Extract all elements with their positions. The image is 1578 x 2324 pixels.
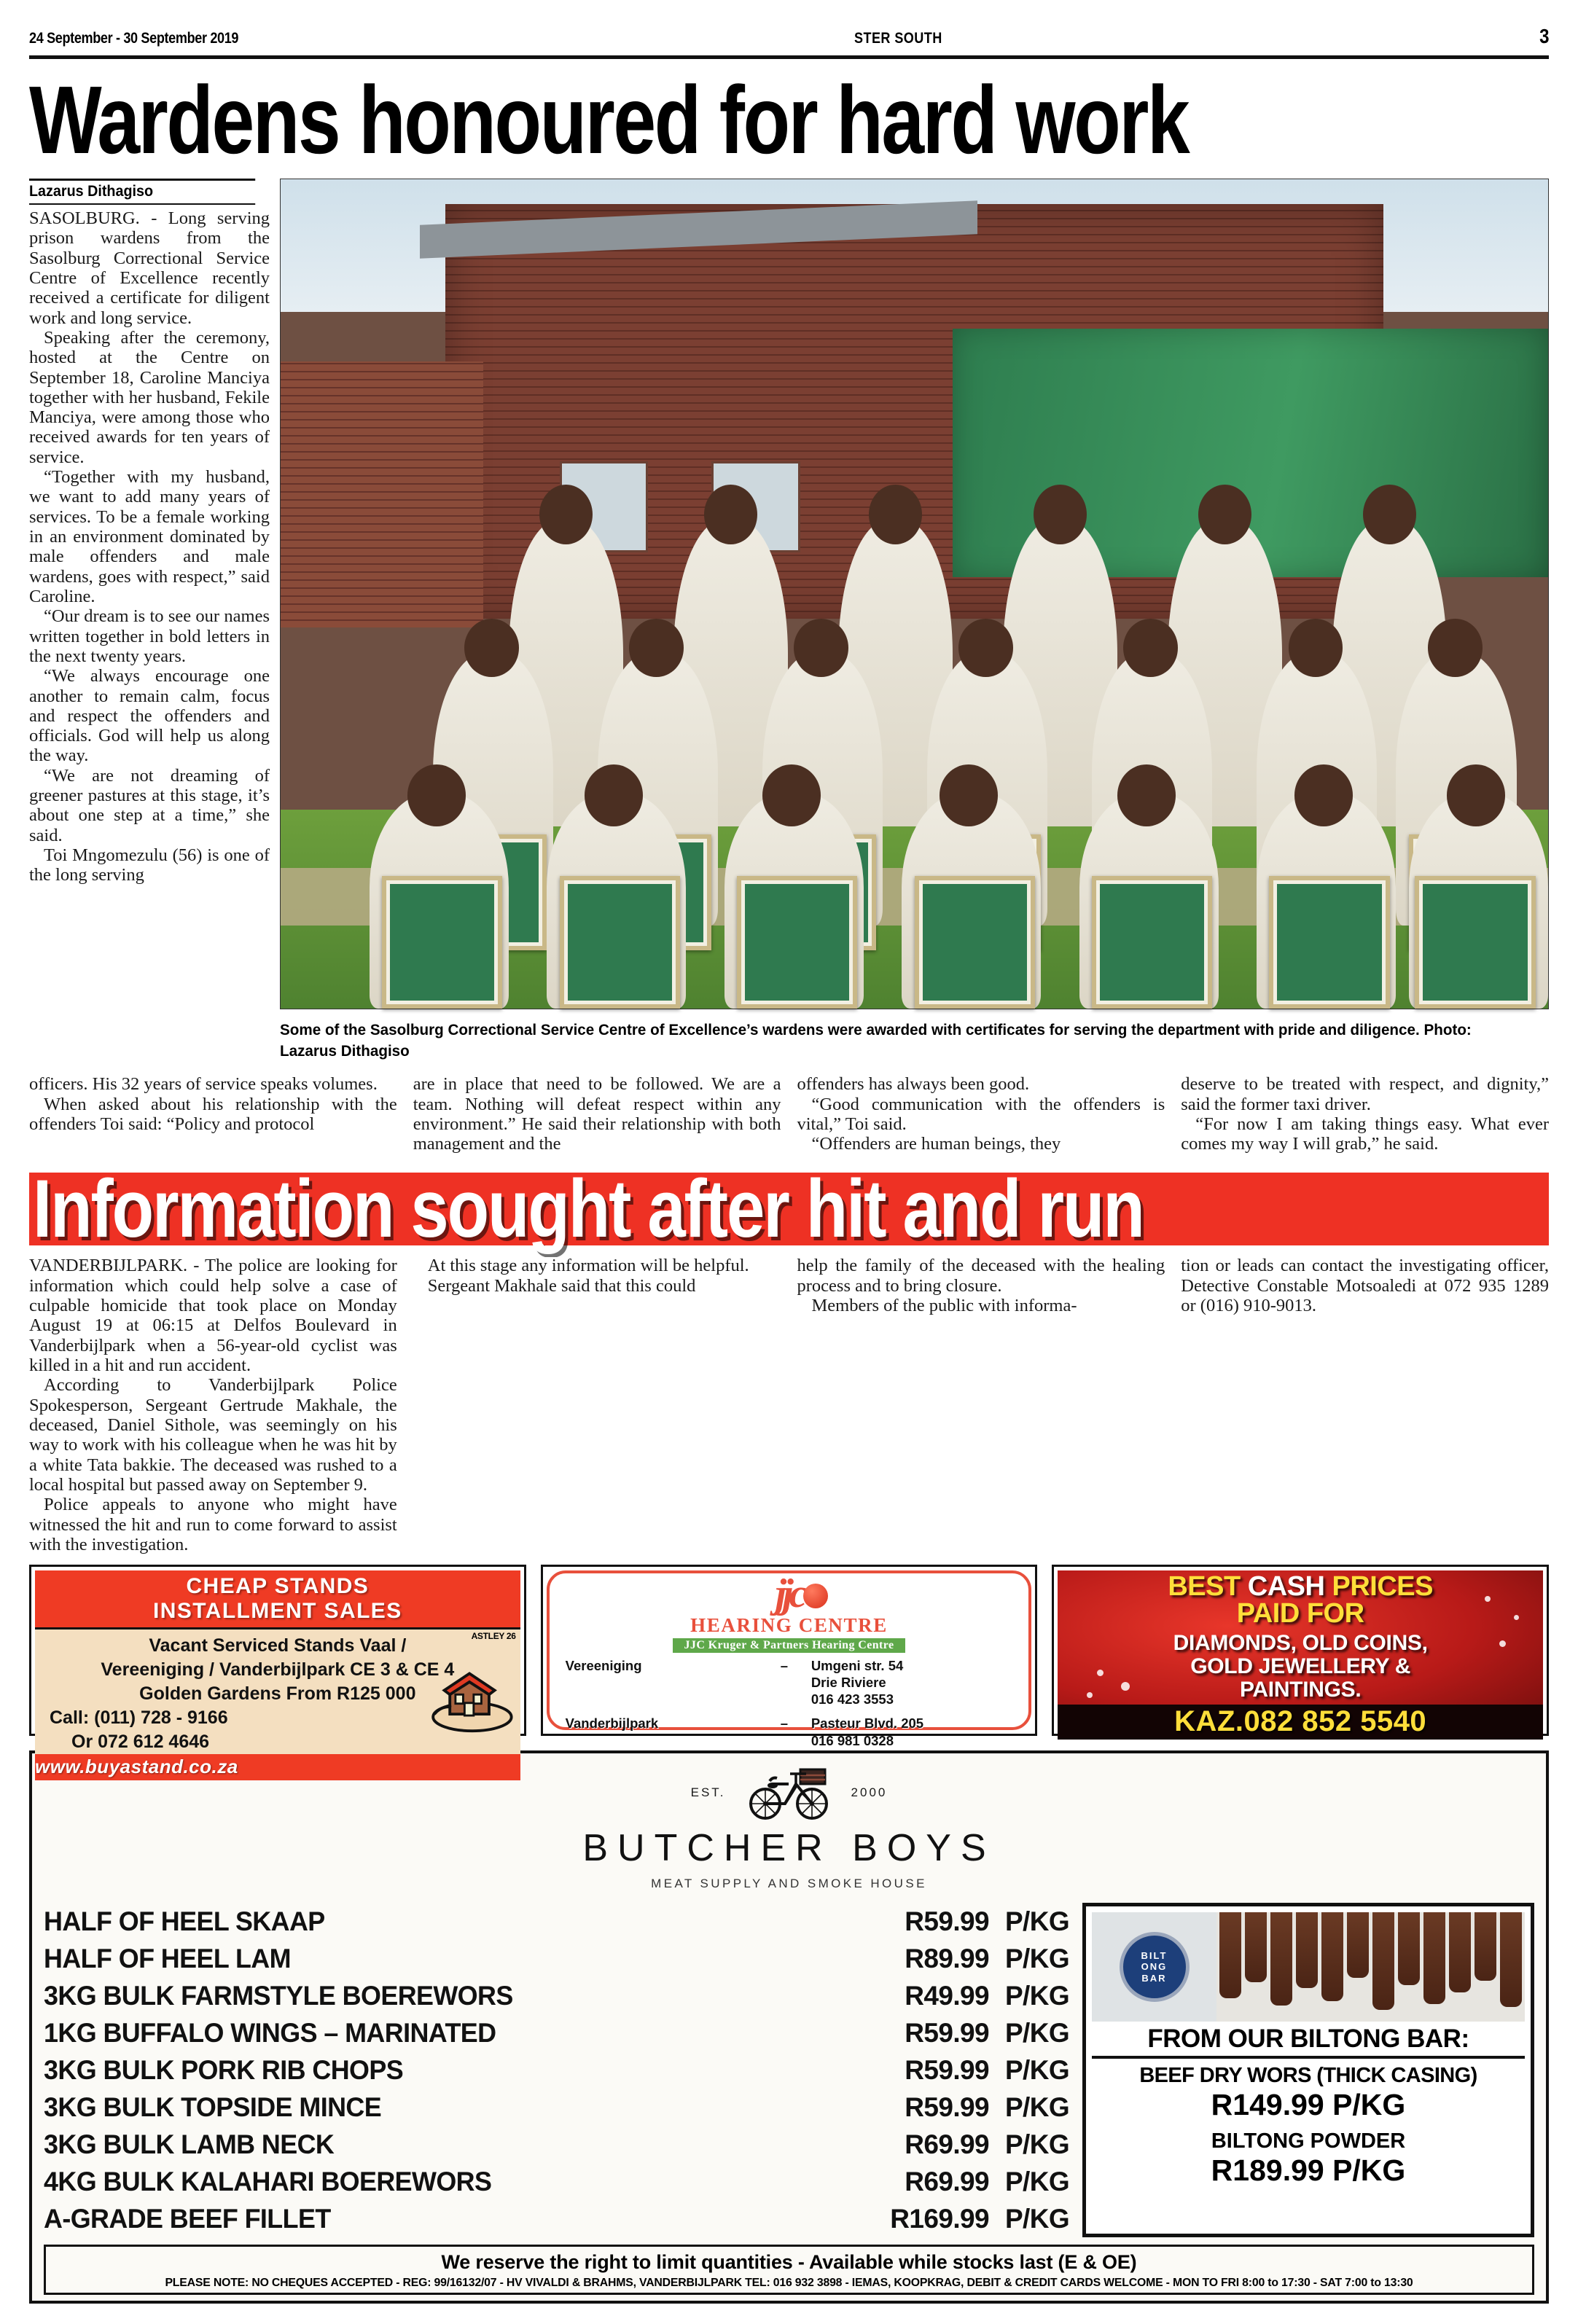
product-name: 1KG BUFFALO WINGS – MARINATED	[44, 2017, 496, 2048]
photo-person-head	[1117, 764, 1176, 826]
branch-dash: –	[780, 1715, 789, 1732]
photo-person-head	[958, 619, 1013, 677]
biltong-bar-badge	[1092, 1912, 1216, 2022]
paragraph: help the family of the deceased with the healing process and to bring closure.	[797, 1256, 1165, 1296]
photo-person-head	[407, 764, 466, 826]
branch-address-line1: Pasteur Blvd. 205	[811, 1715, 924, 1732]
branch-city: Vereeniging	[565, 1658, 642, 1674]
photo-wall	[281, 361, 483, 627]
article-headline-hit-and-run: Information sought after hit and run	[33, 1163, 1144, 1255]
price-row	[44, 1940, 1069, 1977]
biltong-photo	[1092, 1912, 1525, 2022]
ad-cash-item-line3: PAINTINGS.	[1239, 1678, 1362, 1702]
hearing-centre-subtitle: JJC Kruger & Partners Hearing Centre	[673, 1638, 906, 1653]
product-unit: P/KG	[1004, 2203, 1069, 2234]
price-row	[44, 2200, 1069, 2237]
biltong-price-2: R189.99 P/KG	[1211, 2153, 1406, 2188]
delivery-bicycle-icon	[745, 1764, 832, 1822]
hearing-branches-table	[550, 1657, 1029, 1749]
butcher-boys-logo	[44, 1764, 1534, 1891]
ad-cash-items	[1058, 1632, 1543, 1702]
ad-cash-item-line1: DIAMONDS, OLD COINS,	[1173, 1630, 1428, 1655]
biltong-item-1: BEEF DRY WORS (THICK CASING)	[1139, 2064, 1477, 2088]
photo-person-head	[794, 619, 848, 677]
publication-name: STER SOUTH	[854, 30, 942, 47]
photo-certificate	[1415, 876, 1535, 1009]
hitrun-col-3	[797, 1256, 1165, 1554]
photo-person-head	[585, 764, 643, 826]
jjc-wordmark-text: jjc	[775, 1571, 803, 1617]
photo-person-head	[1198, 485, 1251, 544]
photo-person-head	[464, 619, 519, 677]
biltong-badge-circle	[1120, 1932, 1190, 2002]
badge-line-3: BAR	[1141, 1972, 1167, 1984]
hitrun-col-4	[1181, 1256, 1549, 1554]
paragraph: VANDERBIJLPARK. - The police are looking for information which could help solve a case of culpable homicide that took place on Monday August 19 at 06:15 at Delfos Boulevard in Vanderbijlpark when a 56-year-old cyclist was killed in a hit and run accident.	[29, 1256, 397, 1375]
branch-city: Vanderbijlpark	[565, 1715, 659, 1732]
product-name: 3KG BULK PORK RIB CHOPS	[44, 2054, 404, 2085]
biltong-item-2: BILTONG POWDER	[1211, 2129, 1406, 2153]
paragraph: “Offenders are human beings, they	[811, 1134, 1061, 1154]
photo-person-head	[1123, 619, 1178, 677]
continuation-col-1	[29, 1074, 397, 1154]
product-price: R59.99	[905, 2054, 989, 2085]
paragraph: officers. His 32 years of service speaks volumes.	[29, 1074, 378, 1095]
ad-cash-headline-prices: PRICES	[1332, 1571, 1433, 1603]
masthead	[29, 0, 1549, 48]
ad-jjc-hearing-centre[interactable]	[541, 1565, 1038, 1748]
ad-stands-call1[interactable]: Call: (011) 728 - 9166	[50, 1707, 228, 1729]
paragraph: Toi Mngomezulu (56) is one of the long serving	[29, 845, 270, 885]
product-unit: P/KG	[1004, 2054, 1069, 2085]
product-price: R89.99	[905, 1943, 989, 1973]
ad-stands-body	[35, 1629, 520, 1754]
ad-cash-headline-best: BEST	[1168, 1571, 1248, 1603]
article-body-col1	[29, 208, 270, 885]
paragraph: tion or leads can contact the investigating officer, Detective Constable Motsoaledi at 072 935 1289 or (016) 910-9013.	[1181, 1256, 1549, 1316]
house-in-hand-icon	[429, 1664, 513, 1734]
photo-person-head	[762, 764, 821, 826]
ad-stands-title-line1: CHEAP STANDS	[186, 1574, 370, 1599]
branch-address-line2: Drie Riviere	[811, 1675, 886, 1691]
branch-address-line1: Umgeni str. 54	[811, 1658, 904, 1674]
advertisement-row	[29, 1565, 1549, 1778]
ad-cash-item-line2: GOLD JEWELLERY &	[1190, 1654, 1411, 1678]
continuation-col-2	[413, 1074, 781, 1154]
paragraph: Police appeals to anyone who might have witnessed the hit and run to come forward to assist with the investigation.	[29, 1495, 397, 1554]
photo-person-head	[1447, 764, 1505, 826]
ad-stands-price: R125 000	[337, 1683, 416, 1705]
hanging-biltong-photo	[1216, 1912, 1525, 2022]
ad-stands-title-line2: INSTALLMENT SALES	[153, 1598, 402, 1623]
ad-cash-headline-cash: CASH	[1247, 1571, 1332, 1603]
price-list	[44, 1903, 1069, 2237]
jjc-wordmark	[775, 1571, 803, 1617]
article-column-1	[29, 179, 270, 1061]
established-year: 2000	[851, 1785, 888, 1800]
photo-certificate	[560, 876, 680, 1009]
product-unit: P/KG	[1004, 2092, 1069, 2122]
paragraph: deserve to be treated with respect, and dignity,” said the former taxi driver.	[1181, 1074, 1549, 1114]
photo-person-head	[1428, 619, 1483, 677]
price-row	[44, 1977, 1069, 2014]
branch-address	[808, 1707, 1029, 1748]
product-name: A-GRADE BEEF FILLET	[44, 2203, 331, 2234]
headline-wrapper	[29, 66, 1549, 173]
article-headline-wardens: Wardens honoured for hard work	[29, 66, 1189, 173]
ad-cash-phone[interactable]: KAZ.082 852 5540	[1058, 1705, 1543, 1740]
product-name: HALF OF HEEL LAM	[44, 1943, 291, 1973]
paragraph: Speaking after the ceremony, hosted at the Centre on September 18, Caroline Manciya together with her husband, Fekile Manciya, were among those who received awards for ten years of service.	[29, 327, 270, 467]
product-name: 3KG BULK LAMB NECK	[44, 2129, 335, 2159]
photo-certificate	[1092, 876, 1212, 1009]
photo-person-head	[704, 485, 757, 544]
product-price: R59.99	[905, 2092, 989, 2122]
sparkle-icon	[1097, 1670, 1104, 1676]
photo-person-head	[1289, 619, 1343, 677]
branch-dash: –	[780, 1658, 789, 1674]
price-row	[44, 2051, 1069, 2089]
issue-date: 24 September - 30 September 2019	[29, 30, 239, 47]
price-row	[44, 1903, 1069, 1940]
jjc-dot-icon	[803, 1584, 828, 1608]
disclaimer-line: We reserve the right to limit quantities - Available while stocks last (E & OE)	[441, 2251, 1137, 2274]
butcher-boys-name: BUTCHER BOYS	[582, 1827, 996, 1870]
headline-banner-hit-and-run	[29, 1163, 1549, 1255]
photo-certificate	[1269, 876, 1389, 1009]
hitrun-col-1	[29, 1256, 397, 1554]
table-row	[550, 1657, 1029, 1707]
photo-person-head	[1294, 764, 1353, 826]
product-name: 3KG BULK FARMSTYLE BOEREWORS	[44, 1980, 513, 2011]
article-wardens	[29, 179, 1549, 1061]
biltong-badge-text	[1141, 1950, 1168, 1984]
established-label: EST.	[690, 1785, 726, 1800]
badge-line-2: ONG	[1141, 1961, 1168, 1973]
ad-stands-call2[interactable]: Or 072 612 4646	[71, 1732, 210, 1753]
badge-line-1: BILT	[1141, 1949, 1168, 1961]
hearing-centre-name: HEARING CENTRE	[690, 1614, 888, 1637]
product-price: R49.99	[905, 1980, 989, 2011]
sparkle-icon	[1087, 1692, 1093, 1698]
photo-certificate	[915, 876, 1035, 1009]
jjc-logo	[550, 1573, 1029, 1653]
butcher-boys-footer	[44, 2245, 1534, 2295]
price-row	[44, 2163, 1069, 2200]
product-unit: P/KG	[1004, 2129, 1069, 2159]
ad-stands-line2: Vereeniging / Vanderbijlpark CE 3 & CE 4	[101, 1659, 455, 1681]
article-hit-and-run	[29, 1256, 1549, 1554]
store-details-line: PLEASE NOTE: NO CHEQUES ACCEPTED - REG: 99/16132/07 - HV VIVALDI & BRAHMS, VANDERBIJLPARK TEL: 016 932 3898 - IEMAS, KOOPKRAG, DEBIT & CREDIT CARDS WELCOME - MON TO FRI 8:00 to 17:30 - SAT 7:00 to 13:30	[165, 2277, 1413, 2290]
paragraph: “For now I am taking things easy. What ever comes my way I will grab,” he said.	[1181, 1114, 1549, 1154]
masthead-rule	[29, 55, 1549, 59]
butcher-boys-tagline: MEAT SUPPLY AND SMOKE HOUSE	[651, 1877, 927, 1891]
photo-wardens-group	[280, 179, 1549, 1009]
product-unit: P/KG	[1004, 1943, 1069, 1973]
photo-certificate	[737, 876, 857, 1009]
continuation-col-4	[1181, 1074, 1549, 1154]
ad-best-cash-prices[interactable]	[1052, 1565, 1549, 1736]
ad-reference-code: ASTLEY 26	[471, 1631, 516, 1642]
article-wardens-continuation	[29, 1074, 1549, 1154]
photo-caption: Some of the Sasolburg Correctional Service Centre of Excellence’s wardens were awarded with certificates for serving the department with pride and diligence. Photo: Lazarus Dithagiso	[280, 1021, 1472, 1060]
photo-person-head	[869, 485, 922, 544]
product-name: HALF OF HEEL SKAAP	[44, 1906, 325, 1936]
price-row	[44, 2126, 1069, 2163]
paragraph: offenders has always been good.	[797, 1074, 1030, 1095]
paragraph: “Good communication with the offenders is vital,” Toi said.	[797, 1094, 1165, 1134]
biltong-bar-title: FROM OUR BILTONG BAR:	[1092, 2022, 1525, 2059]
paragraph: Sergeant Makhale said that this could	[427, 1275, 696, 1296]
product-unit: P/KG	[1004, 1980, 1069, 2011]
branch-phone[interactable]: 016 423 3553	[811, 1691, 894, 1707]
paragraph: “Together with my husband, we want to add many years of services. To be a female working in an environment dominated by male offenders and male wardens, goes with respect,” said Caroline.	[29, 467, 270, 606]
paragraph: “We are not dreaming of greener pastures at this stage, it’s about one step at a time,” she said.	[29, 765, 270, 845]
biltong-bar-panel	[1082, 1903, 1534, 2237]
product-price: R69.99	[905, 2129, 989, 2159]
biltong-price-1: R149.99 P/KG	[1211, 2088, 1406, 2122]
continuation-col-3	[797, 1074, 1165, 1154]
hitrun-col-2	[413, 1256, 781, 1554]
ad-butcher-boys[interactable]	[29, 1750, 1549, 2304]
paragraph: “Our dream is to see our names written together in bold letters in the next twenty years.	[29, 606, 270, 666]
product-price: R169.99	[890, 2203, 989, 2234]
ad-stands-title	[35, 1570, 520, 1629]
byline-author: Lazarus Dithagiso	[29, 179, 255, 205]
photo-person-head	[1363, 485, 1416, 544]
paragraph: At this stage any information will be helpful.	[427, 1256, 749, 1276]
product-name: 4KG BULK KALAHARI BOEREWORS	[44, 2166, 492, 2196]
table-row	[550, 1707, 1029, 1748]
paragraph: Members of the public with informa-	[811, 1296, 1077, 1316]
price-row	[44, 2014, 1069, 2051]
paragraph: “We always encourage one another to remain calm, focus and respect the offenders and officials. God will help us along the way.	[29, 666, 270, 766]
ad-stands-website[interactable]: www.buyastand.co.za	[35, 1754, 520, 1780]
branch-phone[interactable]: 016 981 0328	[811, 1732, 894, 1748]
paragraph: SASOLBURG. - Long serving prison wardens from the Sasolburg Correctional Service Centre of Excellence recently received a certificate for diligent work and long service.	[29, 208, 270, 328]
photo-person-head	[1034, 485, 1087, 544]
photo-person-head	[539, 485, 593, 544]
page-number: 3	[1539, 25, 1549, 47]
paragraph: are in place that need to be followed. We are a team. Nothing will defeat respect within any environment.” He said their relationship with both management and the	[413, 1074, 781, 1154]
butcher-boys-content	[44, 1903, 1534, 2237]
ad-stands-line3-text: Golden Gardens From	[139, 1683, 337, 1705]
paragraph: When asked about his relationship with the offenders Toi said: “Policy and protocol	[29, 1094, 397, 1134]
ad-cheap-stands[interactable]	[29, 1565, 526, 1778]
ad-cash-headline-paidfor: PAID FOR	[1236, 1598, 1364, 1629]
product-price: R59.99	[905, 1906, 989, 1936]
product-price: R69.99	[905, 2166, 989, 2196]
ad-stands-line1: Vacant Serviced Stands Vaal /	[149, 1635, 407, 1656]
product-unit: P/KG	[1004, 2166, 1069, 2196]
photo-certificate	[382, 876, 502, 1009]
price-row	[44, 2089, 1069, 2126]
product-price: R59.99	[905, 2017, 989, 2048]
photo-person-head	[629, 619, 684, 677]
branch-address	[808, 1657, 1029, 1707]
paragraph: According to Vanderbijlpark Police Spokesperson, Sergeant Gertrude Makhale, the deceased, Daniel Sithole, was seemingly on his way to work with his colleague when he was hit by a white Tata bakkie. The deceased was rushed to a local hospital but passed away on September 9.	[29, 1375, 397, 1495]
product-name: 3KG BULK TOPSIDE MINCE	[44, 2092, 382, 2122]
ad-cash-headline	[1058, 1570, 1543, 1627]
photo-person-head	[940, 764, 998, 826]
product-unit: P/KG	[1004, 1906, 1069, 1936]
product-unit: P/KG	[1004, 2017, 1069, 2048]
article-photo-block	[280, 179, 1549, 1061]
